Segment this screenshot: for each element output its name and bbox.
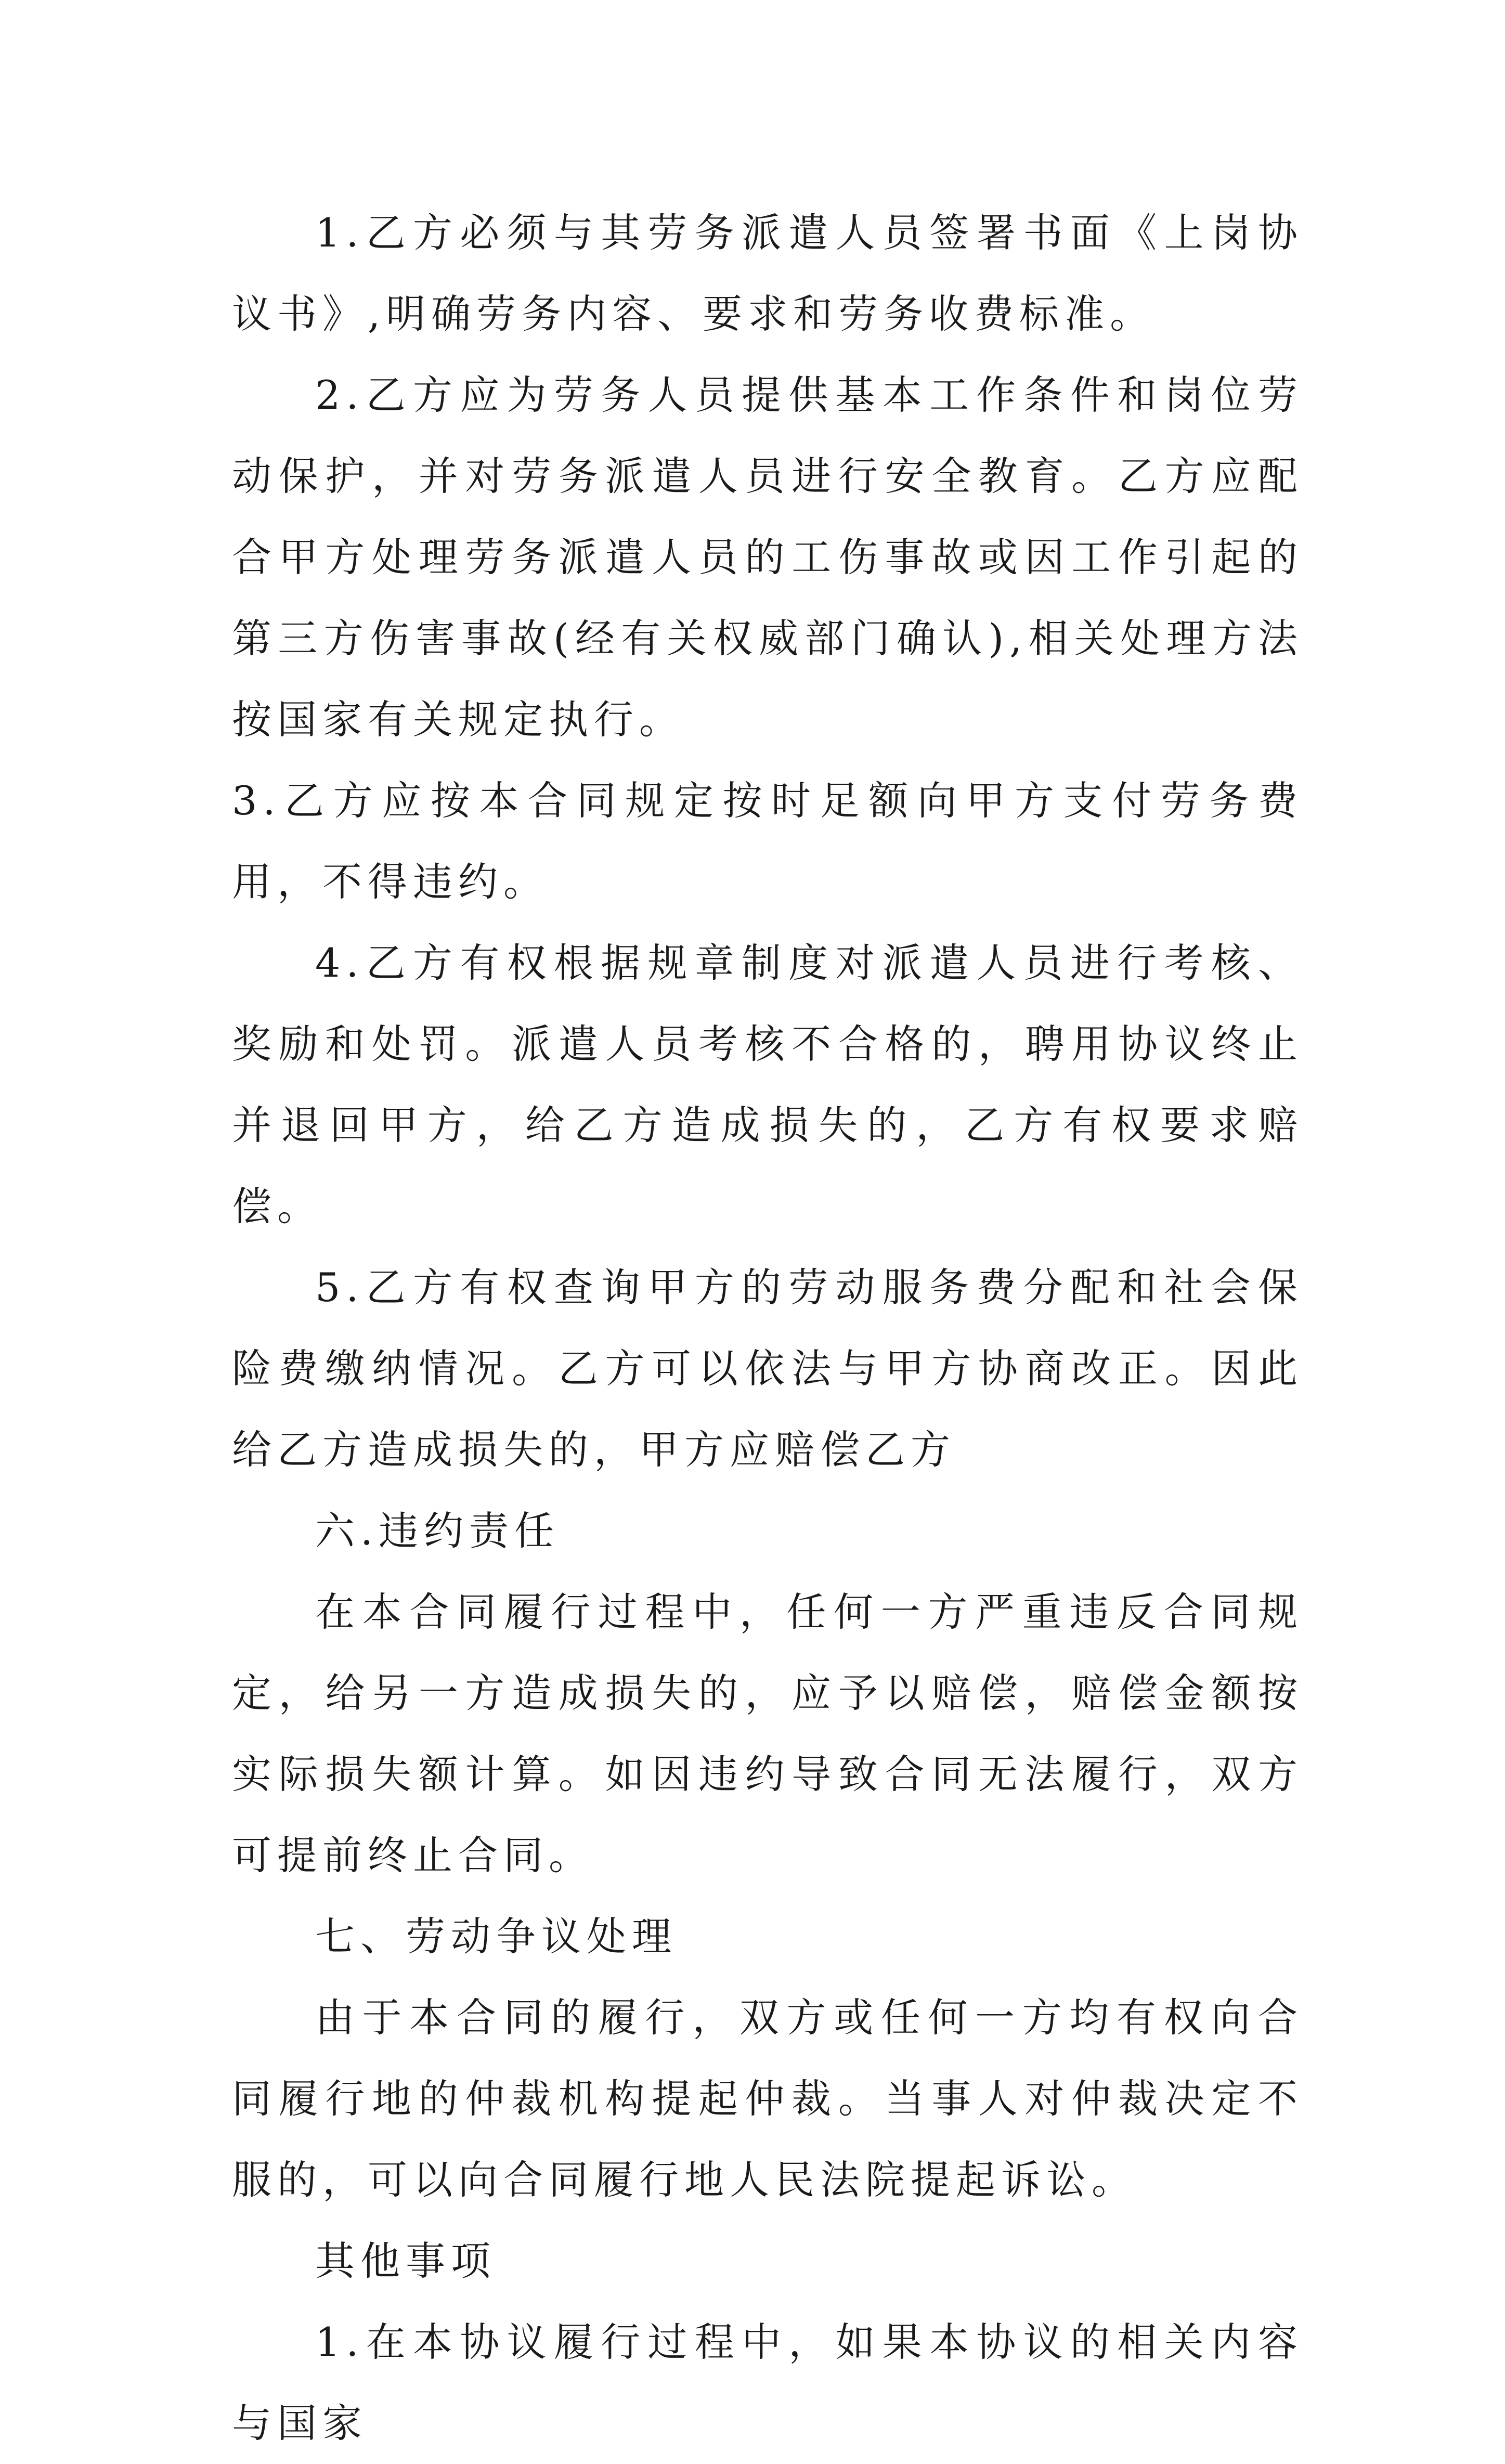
paragraph-1: 1.乙方必须与其劳务派遣人员签署书面《上岗协议书》,明确劳务内容、要求和劳务收费标准。 — [232, 210, 1303, 337]
paragraph-other-1: 1.在本协议履行过程中，如果本协议的相关内容与国家 — [232, 2319, 1303, 2446]
section-heading-breach: 六.违约责任 — [315, 1508, 560, 1554]
paragraph-3: 3.乙方应按本合同规定按时足额向甲方支付劳务费用，不得违约。 — [232, 777, 1303, 905]
paragraph-breach: 在本合同履行过程中，任何一方严重违反合同规定，给另一方造成损失的，应予以赔偿，赔偿金额按实际损失额计算。如因违约导致合同无法履行，双方可提前终止合同。 — [232, 1589, 1303, 1878]
document-body — [232, 192, 1303, 2464]
section-heading-dispute: 七、劳动争议处理 — [315, 1913, 677, 1960]
section-heading-other: 其他事项 — [315, 2238, 496, 2284]
paragraph-2: 2.乙方应为劳务人员提供基本工作条件和岗位劳动保护，并对劳务派遣人员进行安全教育。乙方应配合甲方处理劳务派遣人员的工伤事故或因工作引起的第三方伤害事故(经有关权威部门确认),相关处理方法按国家有关规定执行。 — [232, 372, 1303, 743]
paragraph-dispute: 由于本合同的履行，双方或任何一方均有权向合同履行地的仲裁机构提起仲裁。当事人对仲裁决定不服的，可以向合同履行地人民法院提起诉讼。 — [232, 1994, 1303, 2203]
paragraph-4: 4.乙方有权根据规章制度对派遣人员进行考核、奖励和处罚。派遣人员考核不合格的，聘用协议终止并退回甲方，给乙方造成损失的，乙方有权要求赔偿。 — [232, 940, 1303, 1229]
paragraph-5: 5.乙方有权查询甲方的劳动服务费分配和社会保险费缴纳情况。乙方可以依法与甲方协商改正。因此给乙方造成损失的，甲方应赔偿乙方 — [232, 1264, 1303, 1473]
